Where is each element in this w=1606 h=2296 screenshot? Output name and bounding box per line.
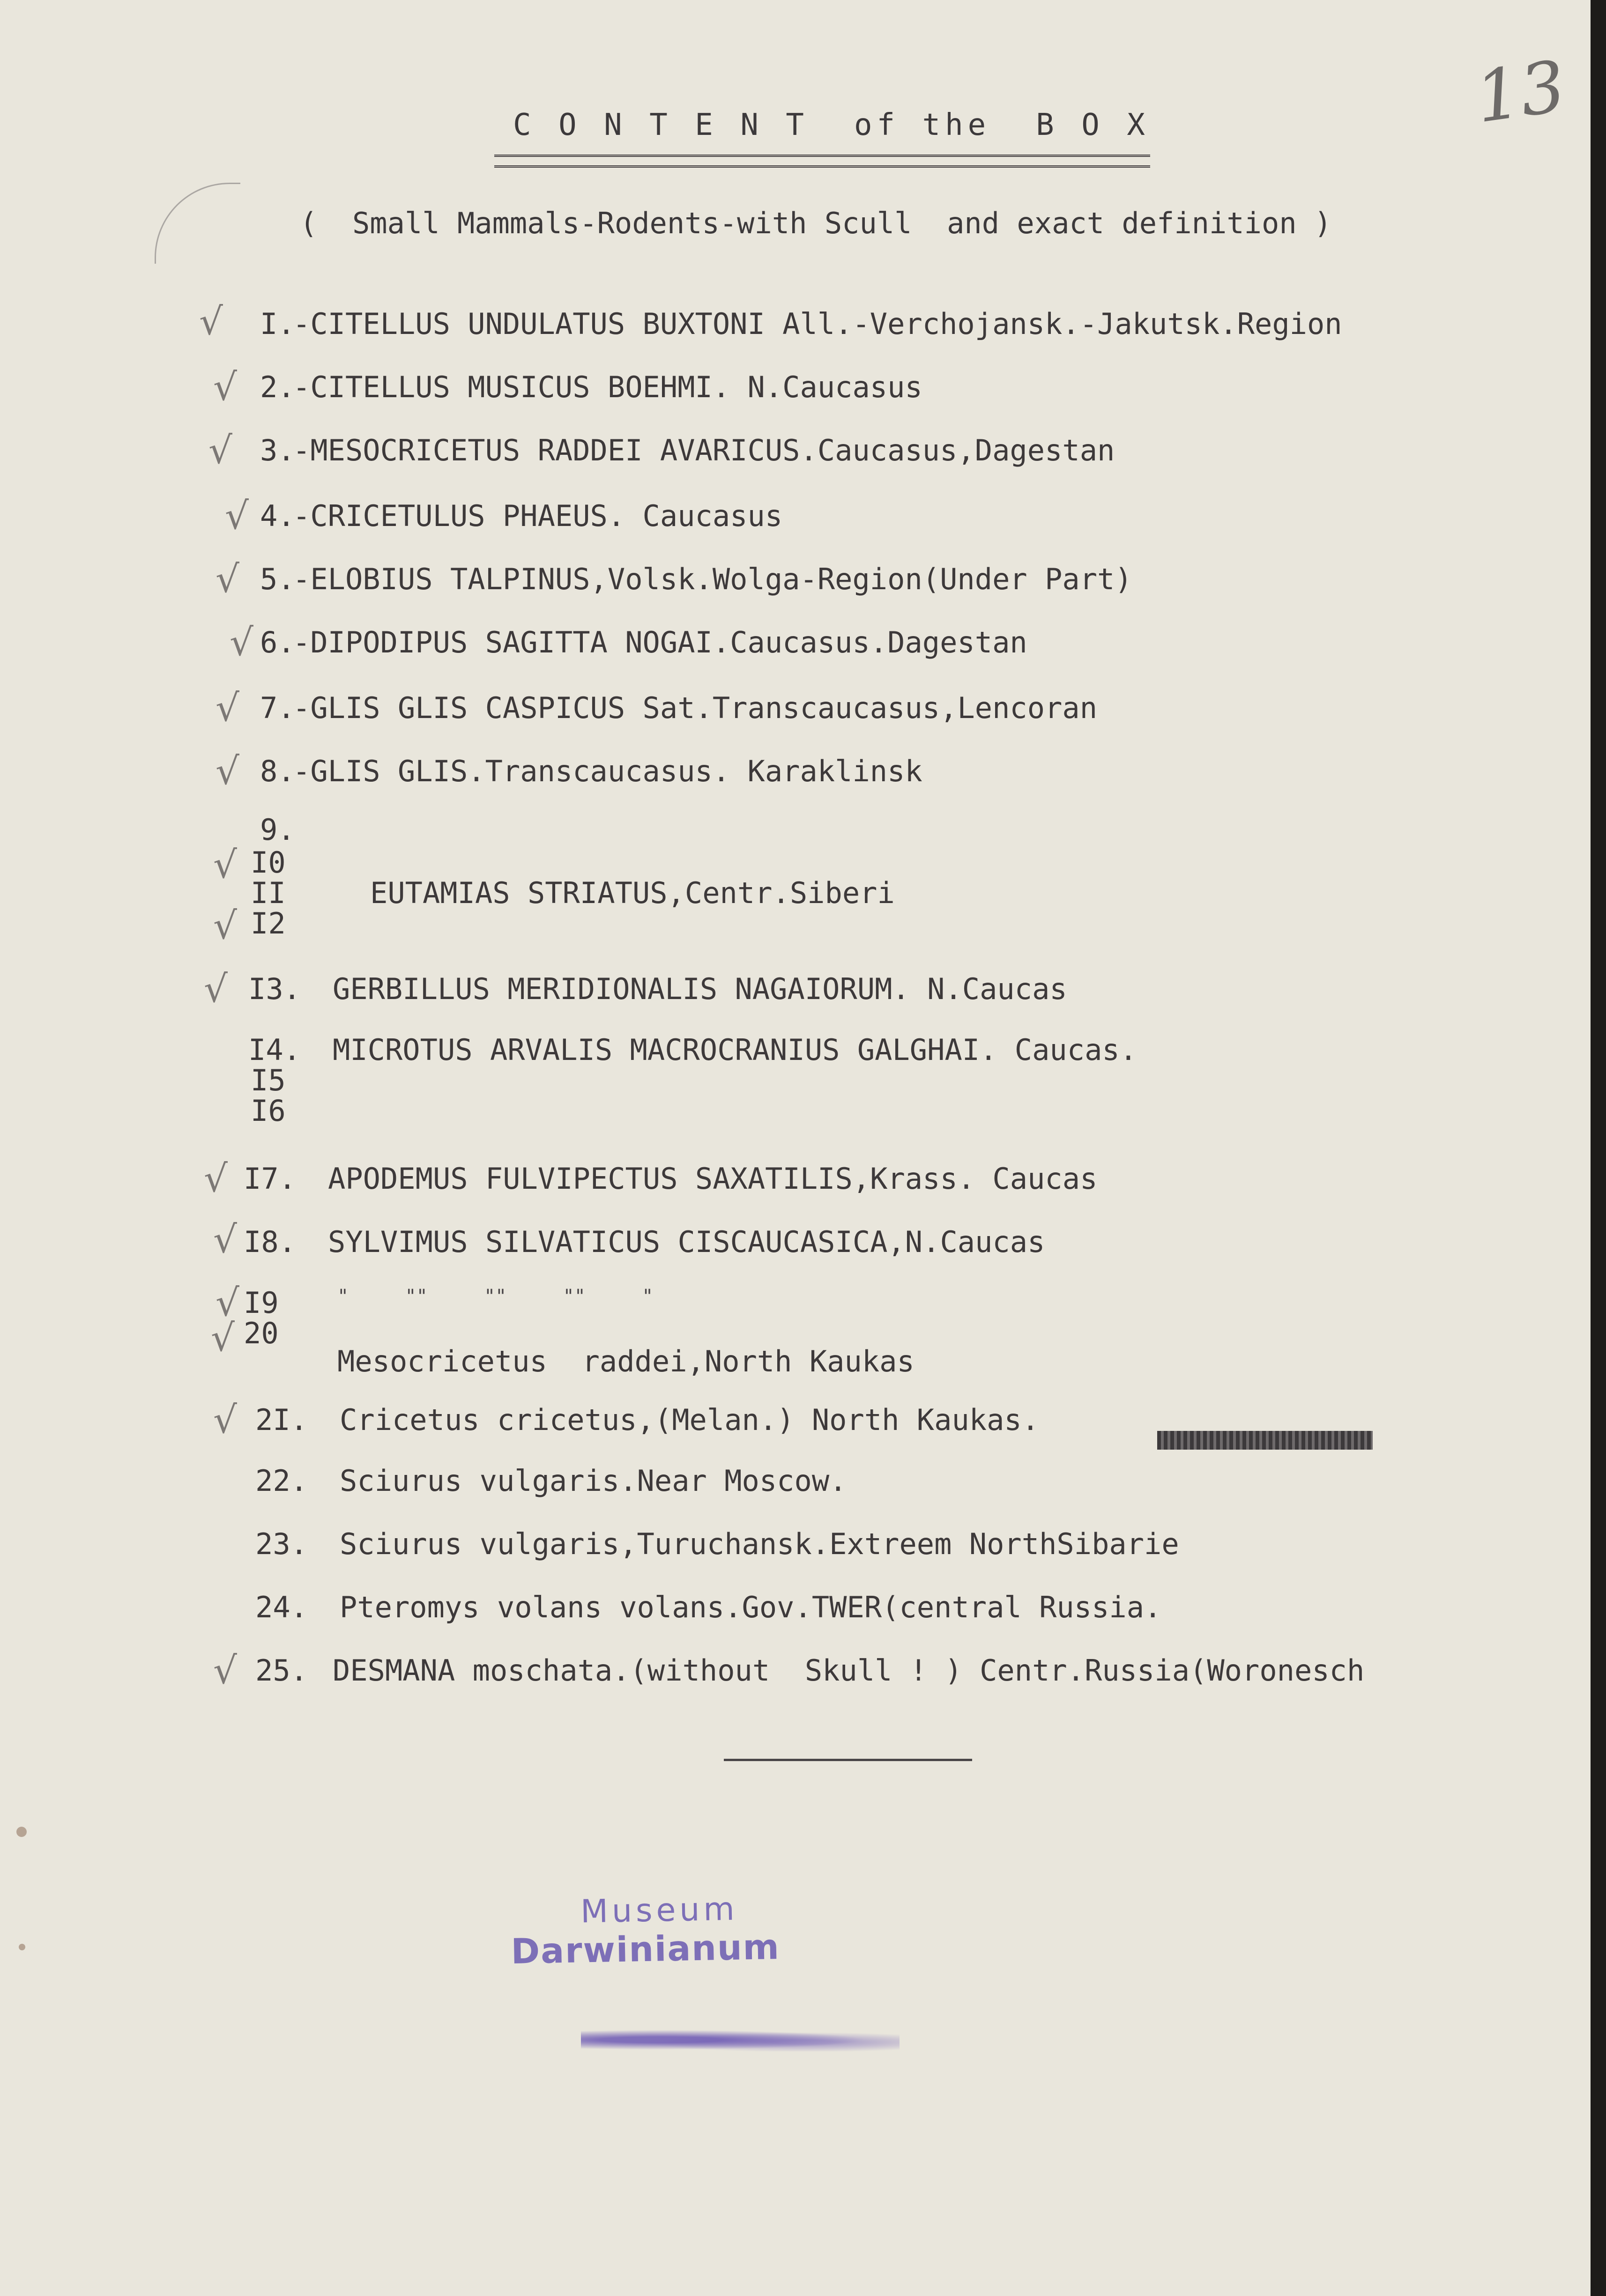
stamp-line-2: Darwinianum xyxy=(510,1926,781,1972)
check-mark: √ xyxy=(230,621,253,664)
item-number: 20 xyxy=(244,1316,279,1350)
item-number: I4. xyxy=(248,1033,301,1067)
item-text: GERBILLUS MERIDIONALIS NAGAIORUM. N.Caucas xyxy=(333,972,1067,1006)
end-rule xyxy=(724,1759,972,1761)
item-number: I0 xyxy=(251,845,286,880)
item-text: Sciurus vulgaris,Turuchansk.Extreem NorthSibarie xyxy=(340,1527,1179,1561)
list-item xyxy=(255,1653,1365,1790)
item-text: -ELOBIUS TALPINUS,Volsk.Wolga-Region(Under Part) xyxy=(293,562,1132,596)
item-text: SYLVIMUS SILVATICUS CISCAUCASICA,N.Caucas xyxy=(328,1225,1045,1259)
item-number: 2I. xyxy=(255,1403,308,1437)
document-title: C O N T E N T of the B O X xyxy=(513,108,1150,142)
item-text: Mesocricetus raddei,North Kaukas xyxy=(337,1344,915,1378)
item-number: 3. xyxy=(260,433,295,467)
page-number: 13 xyxy=(1470,45,1571,139)
item-number: I6 xyxy=(251,1094,286,1128)
paper-stain xyxy=(19,1944,25,1950)
item-text: -MESOCRICETUS RADDEI AVARICUS.Caucasus,Dagestan xyxy=(293,433,1115,467)
item-text: -GLIS GLIS.Transcaucasus. Karaklinsk xyxy=(293,754,922,788)
check-mark: √ xyxy=(204,967,228,1011)
item-text: Pteromys volans volans.Gov.TWER(central Russia. xyxy=(340,1590,1162,1624)
item-number: I7. xyxy=(244,1162,296,1196)
page-edge xyxy=(1591,0,1606,2296)
item-number: 8. xyxy=(260,754,295,788)
item-number: I2 xyxy=(251,906,286,941)
pencil-mark xyxy=(155,183,240,264)
title-underline xyxy=(494,155,1150,168)
item-number: 7. xyxy=(260,691,295,725)
check-mark: √ xyxy=(213,1398,237,1442)
item-text: Sciurus vulgaris.Near Moscow. xyxy=(340,1464,847,1498)
item-text: -DIPODIPUS SAGITTA NOGAI.Caucasus.Dagestan xyxy=(293,625,1027,659)
item-number: 23. xyxy=(255,1527,308,1561)
item-number: 5. xyxy=(260,562,295,596)
check-mark: √ xyxy=(216,686,239,730)
item-number: 22. xyxy=(255,1464,308,1498)
check-mark: √ xyxy=(213,365,237,409)
check-mark: √ xyxy=(216,557,239,601)
check-mark: √ xyxy=(213,1649,237,1692)
item-number: I. xyxy=(260,307,295,341)
item-number: I8. xyxy=(244,1225,296,1259)
item-number: 6. xyxy=(260,625,295,659)
check-mark: √ xyxy=(211,1316,235,1360)
check-mark: √ xyxy=(213,843,237,887)
item-number: II xyxy=(251,876,286,910)
item-number: 4. xyxy=(260,499,295,533)
ink-smudge xyxy=(581,2028,900,2052)
item-number: 2. xyxy=(260,370,295,404)
check-mark: √ xyxy=(216,1281,239,1325)
stamp-line-1: Museum xyxy=(580,1890,739,1931)
item-text: DESMANA moschata.(without Skull ! ) Centr.Russia(Woronesch xyxy=(333,1653,1365,1688)
ditto-marks: " "" "" "" " xyxy=(337,1286,654,1307)
item-number: I5 xyxy=(251,1063,286,1097)
paper-stain xyxy=(16,1827,27,1837)
item-text: MICROTUS ARVALIS MACROCRANIUS GALGHAI. Caucas. xyxy=(333,1033,1138,1067)
document-subtitle: ( Small Mammals-Rodents-with Scull and exact definition ) xyxy=(300,206,1332,240)
check-mark: √ xyxy=(216,749,239,793)
item-number: 9. xyxy=(260,813,295,847)
museum-stamp xyxy=(510,1890,781,1972)
struck-out-text xyxy=(1157,1431,1373,1450)
check-mark: √ xyxy=(225,494,249,538)
item-text: -CRICETULUS PHAEUS. Caucasus xyxy=(293,499,783,533)
item-number: I3. xyxy=(248,972,301,1006)
check-mark: √ xyxy=(213,904,237,948)
item-number: I9 xyxy=(244,1286,279,1320)
item-text: APODEMUS FULVIPECTUS SAXATILIS,Krass. Caucas xyxy=(328,1162,1098,1196)
check-mark: √ xyxy=(199,300,223,343)
item-number: 25. xyxy=(255,1653,308,1688)
check-mark: √ xyxy=(208,429,232,472)
item-number: 24. xyxy=(255,1590,308,1624)
item-text: Cricetus cricetus,(Melan.) North Kaukas. xyxy=(340,1403,1040,1437)
check-mark: √ xyxy=(204,1157,228,1200)
check-mark: √ xyxy=(213,1218,237,1261)
item-text: -CITELLUS MUSICUS BOEHMI. N.Caucasus xyxy=(293,370,922,404)
item-text: -CITELLUS UNDULATUS BUXTONI All.-Verchojansk.-Jakutsk.Region xyxy=(293,307,1342,341)
item-text: EUTAMIAS STRIATUS,Centr.Siberi xyxy=(370,876,895,910)
item-text: -GLIS GLIS CASPICUS Sat.Transcaucasus,Lencoran xyxy=(293,691,1098,725)
